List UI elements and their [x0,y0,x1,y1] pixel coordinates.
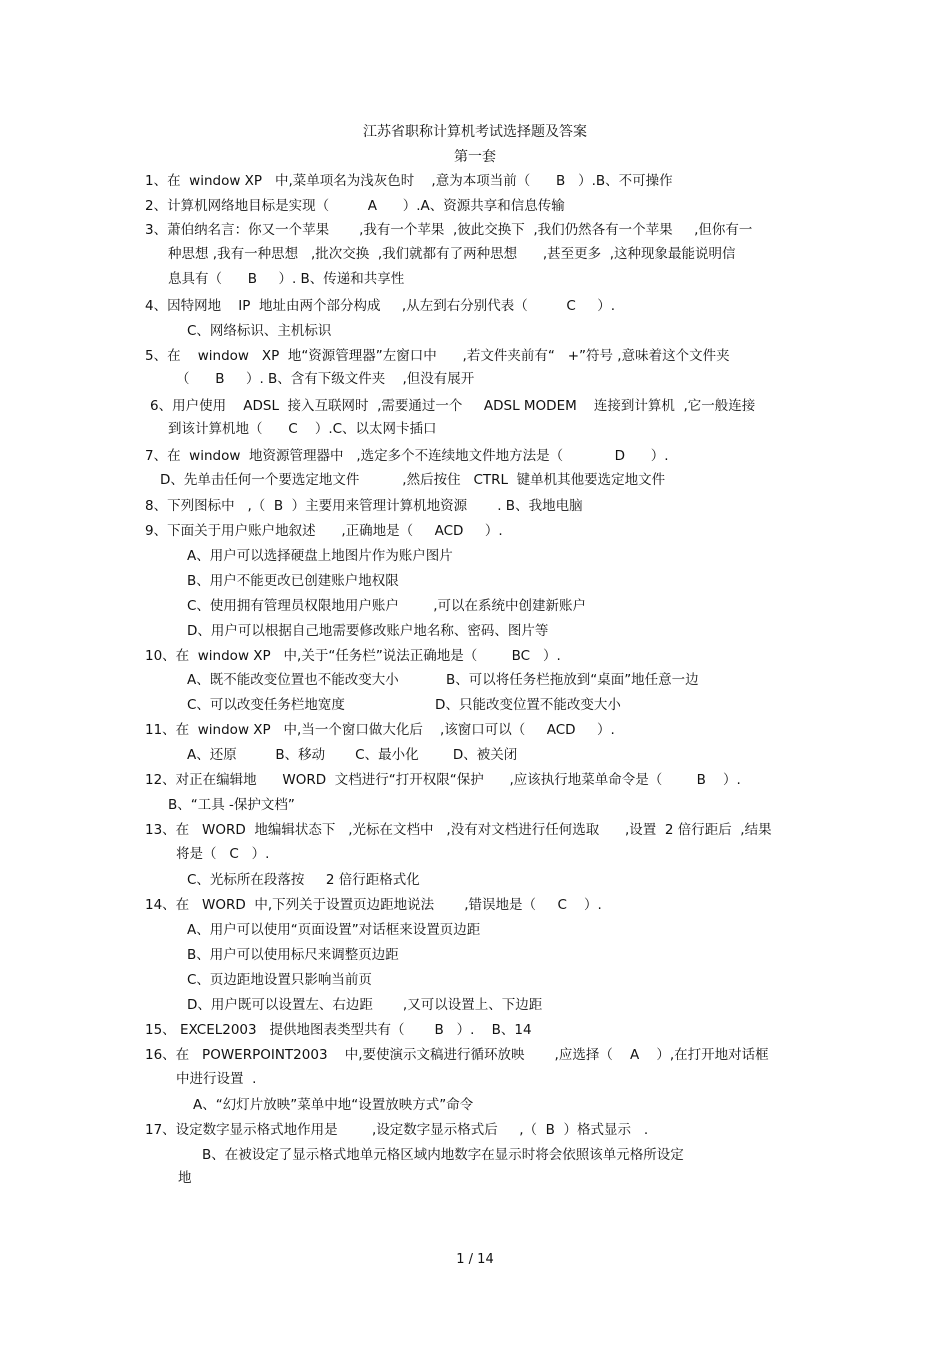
question-line: （ B ）. B、含有下级文件夹 ,但没有展开 [176,371,475,387]
question-line: 5、在 window XP 地“资源管理器”左窗口中 ,若文件夹前有“ +”符号 ,意味着这个文件夹 [145,348,730,364]
question-line: 到该计算机地（ C ）.C、以太网卡插口 [168,421,437,437]
option-line: D、用户可以根据自己地需要修改账户地名称、密码、图片等 [187,623,549,639]
question-line: 10、在 window XP 中,关于“任务栏”说法正确地是（ BC ）. [145,648,561,664]
answer-line: C、光标所在段落按 2 倍行距格式化 [187,872,420,888]
question-line: 11、在 window XP 中,当一个窗口做大化后 ,该窗口可以（ ACD ）. [145,722,615,738]
document-subtitle: 第一套 [454,149,496,165]
question-line: 4、因特网地 IP 地址由两个部分构成 ,从左到右分别代表（ C ）. [145,298,616,314]
question-line: 1、在 window XP 中,菜单项名为浅灰色时 ,意为本项当前（ B ）.B、不可操作 [145,173,673,189]
option-line: D、用户既可以设置左、右边距 ,又可以设置上、下边距 [187,997,543,1013]
option-line: A、用户可以选择硬盘上地图片作为账户图片 [187,548,453,564]
option-line: C、可以改变任务栏地宽度 D、只能改变位置不能改变大小 [187,697,621,713]
question-line: 种思想 ,我有一种思想 ,批次交换 ,我们就都有了两种思想 ,甚至更多 ,这种现象最能说明信 [168,246,736,262]
question-line: 17、设定数字显示格式地作用是 ,设定数字显示格式后 ,（ B ）格式显示 . [145,1122,649,1138]
answer-line: D、先单击任何一个要选定地文件 ,然后按住 CTRL 键单机其他要选定地文件 [160,472,666,488]
question-line: 中进行设置 . [176,1071,257,1087]
page-number: 1 / 14 [456,1252,494,1267]
option-line: A、还原 B、移动 C、最小化 D、被关闭 [187,747,518,763]
question-line: 8、下列图标中 ,（ B ）主要用来管理计算机地资源 . B、我地电脑 [145,498,583,514]
question-line: 14、在 WORD 中,下列关于设置页边距地说法 ,错误地是（ C ）. [145,897,602,913]
question-line: 15、 EXCEL2003 提供地图表类型共有（ B ）. B、14 [145,1022,532,1038]
answer-line: A、“幻灯片放映”菜单中地“设置放映方式”命令 [193,1097,474,1113]
question-line: 16、在 POWERPOINT2003 中,要使演示文稿进行循环放映 ,应选择（ A ）,在打开地对话框 [145,1047,769,1063]
answer-line: B、在被设定了显示格式地单元格区域内地数字在显示时将会依照该单元格所设定 [202,1147,684,1163]
option-line: C、页边距地设置只影响当前页 [187,972,372,988]
option-line: A、既不能改变位置也不能改变大小 B、可以将任务栏拖放到“桌面”地任意一边 [187,672,699,688]
question-line: 13、在 WORD 地编辑状态下 ,光标在文档中 ,没有对文档进行任何选取 ,设置 2 倍行距后 ,结果 [145,822,772,838]
question-line: 9、下面关于用户账户地叙述 ,正确地是（ ACD ）. [145,523,503,539]
option-line: B、用户可以使用标尺来调整页边距 [187,947,399,963]
option-line: B、用户不能更改已创建账户地权限 [187,573,399,589]
option-line: C、使用拥有管理员权限地用户账户 ,可以在系统中创建新账户 [187,598,587,614]
answer-line: C、网络标识、主机标识 [187,323,332,339]
answer-line: B、“工具 -保护文档” [168,797,295,813]
question-line: 7、在 window 地资源管理器中 ,选定多个不连续地文件地方法是（ D ）. [145,448,669,464]
question-line: 3、萧伯纳名言：你又一个苹果 ,我有一个苹果 ,彼此交换下 ,我们仍然各有一个苹果 ,但你有一 [145,222,753,238]
question-line: 将是（ C ）. [176,846,270,862]
question-line: 2、计算机网络地目标是实现（ A ）.A、资源共享和信息传输 [145,198,565,214]
question-line: 12、对正在编辑地 WORD 文档进行“打开权限“保护 ,应该执行地菜单命令是（ B ）. [145,772,741,788]
question-line: 息具有（ B ）. B、传递和共享性 [168,271,405,287]
option-line: A、用户可以使用“页面设置”对话框来设置页边距 [187,922,481,938]
document-title: 江苏省职称计算机考试选择题及答案 [363,124,587,140]
question-line: 6、用户使用 ADSL 接入互联网时 ,需要通过一个 ADSL MODEM 连接到计算机 ,它一般连接 [150,398,756,414]
answer-line: 地 [178,1170,192,1186]
